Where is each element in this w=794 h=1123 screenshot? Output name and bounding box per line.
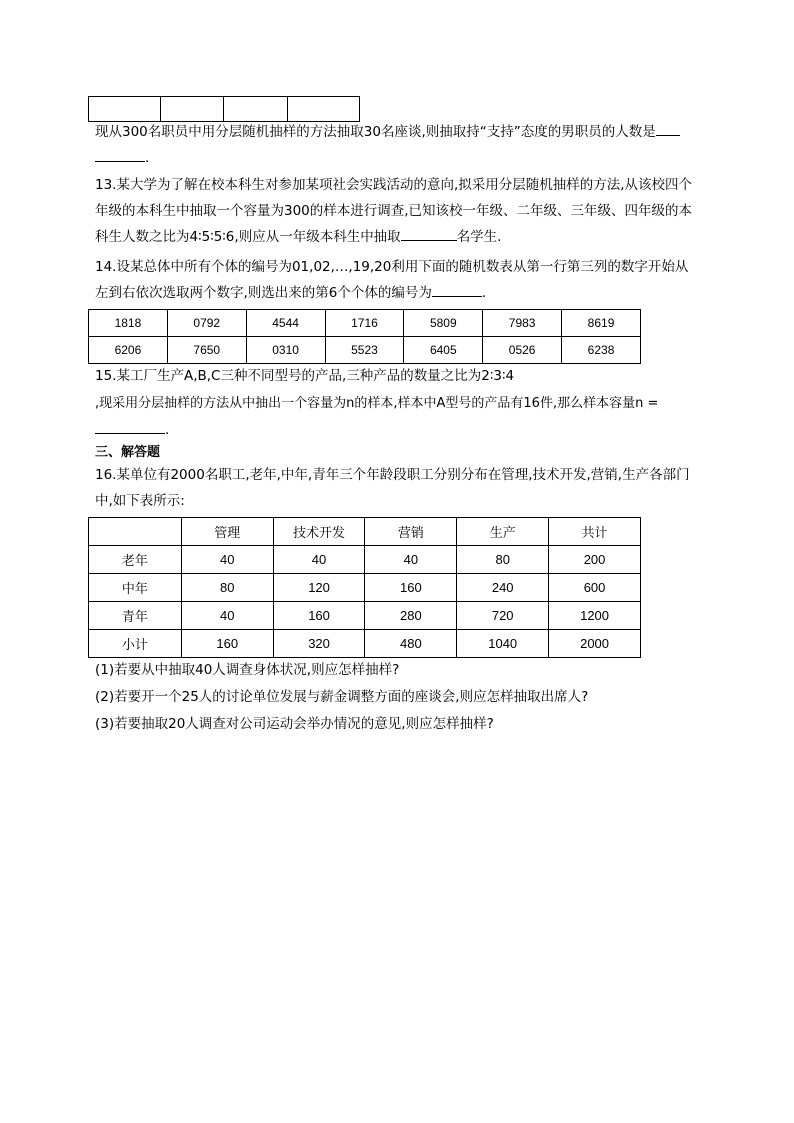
table-cell: 5809 [404, 310, 483, 337]
answer-blank [95, 417, 165, 434]
table-cell: 2000 [549, 630, 641, 658]
table-row [89, 602, 641, 630]
q15-end: . [165, 422, 170, 438]
row-label: 小计 [89, 630, 182, 658]
table-cell: 7650 [167, 337, 246, 364]
table-header-cell: 共计 [549, 518, 641, 546]
department-table [88, 517, 641, 658]
table-row [89, 630, 641, 658]
row-label: 中年 [89, 574, 182, 602]
table-cell: 1040 [457, 630, 549, 658]
table-cell: 7983 [483, 310, 562, 337]
table-cell: 80 [457, 546, 549, 574]
q15-line2: ,现采用分层抽样的方法从中抽出一个容量为n的样本,样本中A型号的产品有16件,那么样本容量n = [95, 396, 659, 411]
table-cell: 4544 [246, 310, 325, 337]
table-cell [288, 97, 360, 122]
table-header-cell: 管理 [181, 518, 273, 546]
table-row [89, 310, 641, 337]
q14-line2: 左到右依次选取两个数字,则选出来的第6个个体的编号为 [95, 285, 432, 301]
q14-line1: 14.设某总体中所有个体的编号为01,02,…,19,20利用下面的随机数表从第一行第三列的数字开始从 [95, 259, 689, 275]
table-cell: 40 [365, 546, 457, 574]
table-row [89, 574, 641, 602]
table-cell: 8619 [562, 310, 641, 337]
fragment-text: 现从300名职员中用分层随机抽样的方法抽取30名座谈,则抽取持“支持”态度的男职员的人数是 [95, 124, 656, 140]
table-cell: 240 [457, 574, 549, 602]
table-cell: 480 [365, 630, 457, 658]
table-cell: 5523 [325, 337, 404, 364]
q14-end: . [481, 285, 487, 301]
answer-blank [656, 119, 680, 136]
table-cell: 6405 [404, 337, 483, 364]
table-cell [89, 97, 161, 122]
table-cell: 200 [549, 546, 641, 574]
random-number-table [88, 309, 641, 364]
question-15 [95, 363, 705, 444]
table-cell: 720 [457, 602, 549, 630]
table-header-cell: 生产 [457, 518, 549, 546]
row-label: 青年 [89, 602, 182, 630]
table-cell: 1716 [325, 310, 404, 337]
sub-question-1: (1)若要从中抽取40人调查身体状况,则应怎样抽样? [95, 662, 400, 678]
table-cell: 80 [181, 574, 273, 602]
table-cell: 6206 [89, 337, 168, 364]
section-heading: 三、解答题 [95, 445, 161, 460]
table-cell: 160 [181, 630, 273, 658]
q13-tail: 名学生. [456, 229, 502, 245]
sub-question-2: (2)若要开一个25人的讨论单位发展与薪金调整方面的座谈会,则应怎样抽取出席人? [95, 689, 589, 705]
table-cell [224, 97, 288, 122]
answer-blank [432, 280, 482, 297]
table-cell: 280 [365, 602, 457, 630]
question-14 [95, 254, 705, 306]
table-cell: 1818 [89, 310, 168, 337]
table-cell [160, 97, 224, 122]
table-cell: 160 [273, 602, 365, 630]
table-cell: 320 [273, 630, 365, 658]
table-cell: 40 [273, 546, 365, 574]
table-row [89, 337, 641, 364]
sub-question-3: (3)若要抽取20人调查对公司运动会举办情况的意见,则应怎样抽样? [95, 716, 494, 732]
table-row [89, 546, 641, 574]
table-cell: 600 [549, 574, 641, 602]
table-header-cell: 技术开发 [273, 518, 365, 546]
table-header-cell [89, 518, 182, 546]
table-cell: 160 [365, 574, 457, 602]
table-cell: 120 [273, 574, 365, 602]
table-cell: 40 [181, 602, 273, 630]
answer-blank [95, 145, 145, 162]
question-16: 16.某单位有2000名职工,老年,中年,青年三个年龄段职工分别分布在管理,技术开发,营销,生产各部门中,如下表所示: [95, 467, 690, 509]
table-cell: 0526 [483, 337, 562, 364]
table-cell: 0792 [167, 310, 246, 337]
q15-line1: 15.某工厂生产A,B,C三种不同型号的产品,三种产品的数量之比为2∶3∶4 [95, 368, 515, 384]
table-header-row [89, 518, 641, 546]
table-cell: 0310 [246, 337, 325, 364]
table-cell: 6238 [562, 337, 641, 364]
question-13 [95, 172, 705, 250]
table-row [89, 97, 360, 122]
table-cell: 40 [181, 546, 273, 574]
table-cell: 1200 [549, 602, 641, 630]
fragment-sentence [95, 119, 710, 171]
q13-text: 13.某大学为了解在校本科生对参加某项社会实践活动的意向,拟采用分层随机抽样的方法,从该校四个年级的本科生中抽取一个容量为300的样本进行调查,已知该校一年级、二年级、三年级、四年级的本科生人数之比为4∶5∶5∶6,则应从一年级本科生中抽取 [95, 177, 693, 245]
fragment-end: . [145, 150, 150, 166]
table-header-cell: 营销 [365, 518, 457, 546]
row-label: 老年 [89, 546, 182, 574]
answer-blank [401, 224, 457, 241]
